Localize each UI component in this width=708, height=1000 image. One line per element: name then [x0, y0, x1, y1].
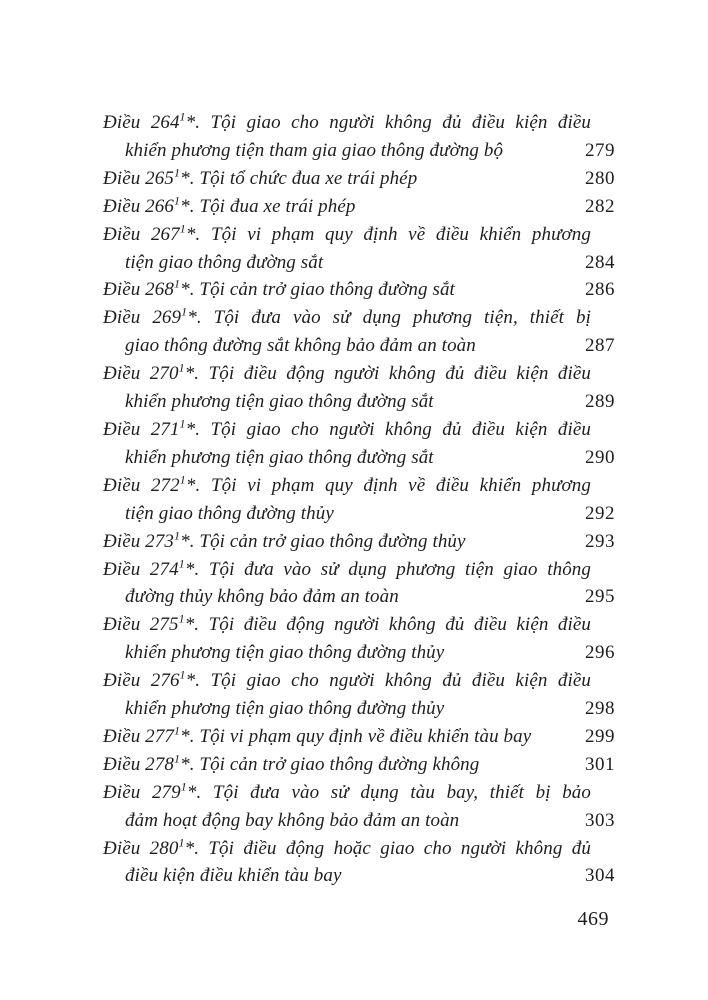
article-ref: Điều $270^1*$.	[103, 360, 200, 385]
entry-page-number: 293	[585, 530, 615, 552]
entry-first-line: Điều $264^1*$. Tội giao cho người không đủ điều kiện điều	[103, 109, 591, 133]
toc-entry	[103, 360, 615, 416]
entry-first-line: Điều $275^1*$. Tội điều động người không đủ điều kiện điều	[103, 611, 592, 636]
entry-continuation-line: đảm hoạt động bay không bảo đảm an toàn 303	[103, 807, 615, 835]
entry-continuation-line: khiển phương tiện tham gia giao thông đường bộ 279	[103, 137, 615, 165]
toc-entry	[103, 556, 615, 612]
toc-entry	[103, 611, 615, 667]
article-sup-mark: 1	[181, 305, 188, 320]
article-sup-mark: 1	[179, 109, 186, 124]
toc-entry	[103, 165, 615, 193]
entry-continuation-line: khiển phương tiện giao thông đường thủy 298	[103, 695, 615, 723]
article-sup-mark: 1	[179, 472, 186, 487]
toc-entry	[103, 304, 615, 360]
entry-page-number: 303	[585, 809, 615, 831]
entry-page-number: 298	[585, 698, 615, 720]
toc-entry	[103, 109, 615, 165]
entry-first-line: Điều $267^1*$. Tội vi phạm quy định về điều khiển phương	[103, 221, 591, 245]
entry-continuation-line: tiện giao thông đường thủy 292	[103, 500, 615, 528]
toc-entry	[103, 835, 615, 891]
footer-page-number: 469	[577, 908, 609, 930]
entry-first-line: Điều $280^1*$. Tội điều động hoặc giao cho người không đủ	[103, 835, 591, 859]
article-ref: Điều $266^1*$.	[103, 193, 195, 217]
entry-page-number: 304	[585, 865, 615, 887]
article-ref: Điều $269^1*$.	[103, 305, 202, 329]
toc-entry	[103, 472, 615, 528]
toc-entry	[103, 528, 615, 556]
article-ref: Điều $274^1*$.	[103, 556, 200, 580]
toc-entry	[103, 193, 615, 221]
toc-entry	[103, 779, 615, 835]
entry-continuation-line: điều kiện điều khiển tàu bay 304	[103, 862, 615, 890]
entry-first-line: Điều $271^1*$. Tội giao cho người không đủ điều kiện điều	[103, 416, 591, 440]
article-ref: Điều $271^1*$.	[103, 416, 201, 440]
article-sup-mark: 1	[173, 277, 181, 292]
entry-page-number: 279	[585, 139, 615, 161]
entry-continuation-line: đường thủy không bảo đảm an toàn 295	[103, 583, 615, 611]
article-ref: Điều $277^1*$.	[103, 723, 195, 747]
entry-first-line: Điều $277^1*$. Tội vi phạm quy định về điều khiển tàu bay 299	[103, 723, 615, 751]
toc-entry	[103, 276, 615, 304]
article-sup-mark: 1	[173, 723, 181, 738]
entry-first-line: Điều $274^1*$. Tội đưa vào sử dụng phương tiện giao thông	[103, 556, 592, 580]
article-ref: Điều $268^1*$.	[103, 277, 195, 301]
toc-list	[103, 109, 615, 890]
article-sup-mark: 1	[173, 528, 181, 543]
entry-first-line: Điều $279^1*$. Tội đưa vào sử dụng tàu bay, thiết bị bảo	[103, 779, 592, 803]
article-sup-mark: 1	[180, 779, 187, 794]
entry-first-line: Điều $265^1*$. Tội tổ chức đua xe trái phép 280	[103, 165, 615, 193]
article-ref: Điều $272^1*$.	[103, 472, 201, 496]
entry-continuation-line: giao thông đường sắt không bảo đảm an toàn 287	[103, 332, 615, 360]
entry-first-line: Điều $273^1*$. Tội cản trở giao thông đường thủy 293	[103, 528, 615, 556]
entry-first-line: Điều $266^1*$. Tội đua xe trái phép 282	[103, 193, 615, 221]
entry-page-number: 292	[585, 502, 615, 524]
article-ref: Điều $278^1*$.	[103, 751, 195, 775]
article-ref: Điều $276^1*$.	[103, 667, 201, 692]
toc-entry	[103, 221, 615, 277]
entry-first-line: Điều $270^1*$. Tội điều động người không đủ điều kiện điều	[103, 360, 592, 385]
entry-page-number: 295	[585, 586, 615, 608]
article-sup-mark: 1	[179, 221, 186, 236]
article-ref: Điều $273^1*$.	[103, 528, 195, 552]
entry-page-number: 290	[585, 446, 615, 468]
toc-entry	[103, 667, 615, 723]
article-sup-mark: 1	[178, 360, 185, 375]
entry-page-number: 299	[585, 725, 615, 747]
entry-page-number: 289	[585, 391, 615, 413]
article-sup-mark: 1	[178, 611, 185, 626]
entry-page-number: 301	[585, 753, 615, 775]
entry-continuation-line: tiện giao thông đường sắt 284	[103, 249, 615, 277]
toc-entry	[103, 416, 615, 472]
toc-entry	[103, 751, 615, 779]
article-ref: Điều $265^1*$.	[103, 165, 195, 189]
entry-page-number: 286	[585, 279, 615, 301]
article-sup-mark: 1	[179, 667, 186, 682]
article-sup-mark: 1	[173, 165, 181, 180]
entry-continuation-line: khiển phương tiện giao thông đường sắt 290	[103, 444, 615, 472]
entry-page-number: 284	[585, 251, 615, 273]
article-ref: Điều $275^1*$.	[103, 611, 200, 636]
article-sup-mark: 1	[179, 416, 186, 431]
entry-page-number: 280	[585, 167, 615, 189]
article-sup-mark: 1	[173, 751, 181, 766]
article-ref: Điều $279^1*$.	[103, 779, 202, 803]
toc-entry	[103, 723, 615, 751]
article-sup-mark: 1	[178, 835, 185, 850]
entry-first-line: Điều $268^1*$. Tội cản trở giao thông đường sắt 286	[103, 276, 615, 304]
entry-first-line: Điều $272^1*$. Tội vi phạm quy định về điều khiển phương	[103, 472, 591, 496]
entry-first-line: Điều $269^1*$. Tội đưa vào sử dụng phương tiện, thiết bị	[103, 305, 592, 329]
entry-page-number: 296	[585, 642, 615, 664]
entry-first-line: Điều $278^1*$. Tội cản trở giao thông đường không 301	[103, 751, 615, 779]
article-sup-mark: 1	[178, 556, 185, 571]
entry-continuation-line: khiển phương tiện giao thông đường sắt 289	[103, 388, 615, 416]
entry-page-number: 282	[585, 195, 615, 217]
entry-continuation-line: khiển phương tiện giao thông đường thủy 296	[103, 639, 615, 667]
article-ref: Điều $264^1*$.	[103, 109, 201, 133]
article-ref: Điều $267^1*$.	[103, 221, 201, 245]
article-ref: Điều $280^1*$.	[103, 835, 200, 859]
entry-first-line: Điều $276^1*$. Tội giao cho người không đủ điều kiện điều	[103, 667, 591, 692]
article-sup-mark: 1	[173, 193, 181, 208]
entry-page-number: 287	[585, 335, 615, 357]
